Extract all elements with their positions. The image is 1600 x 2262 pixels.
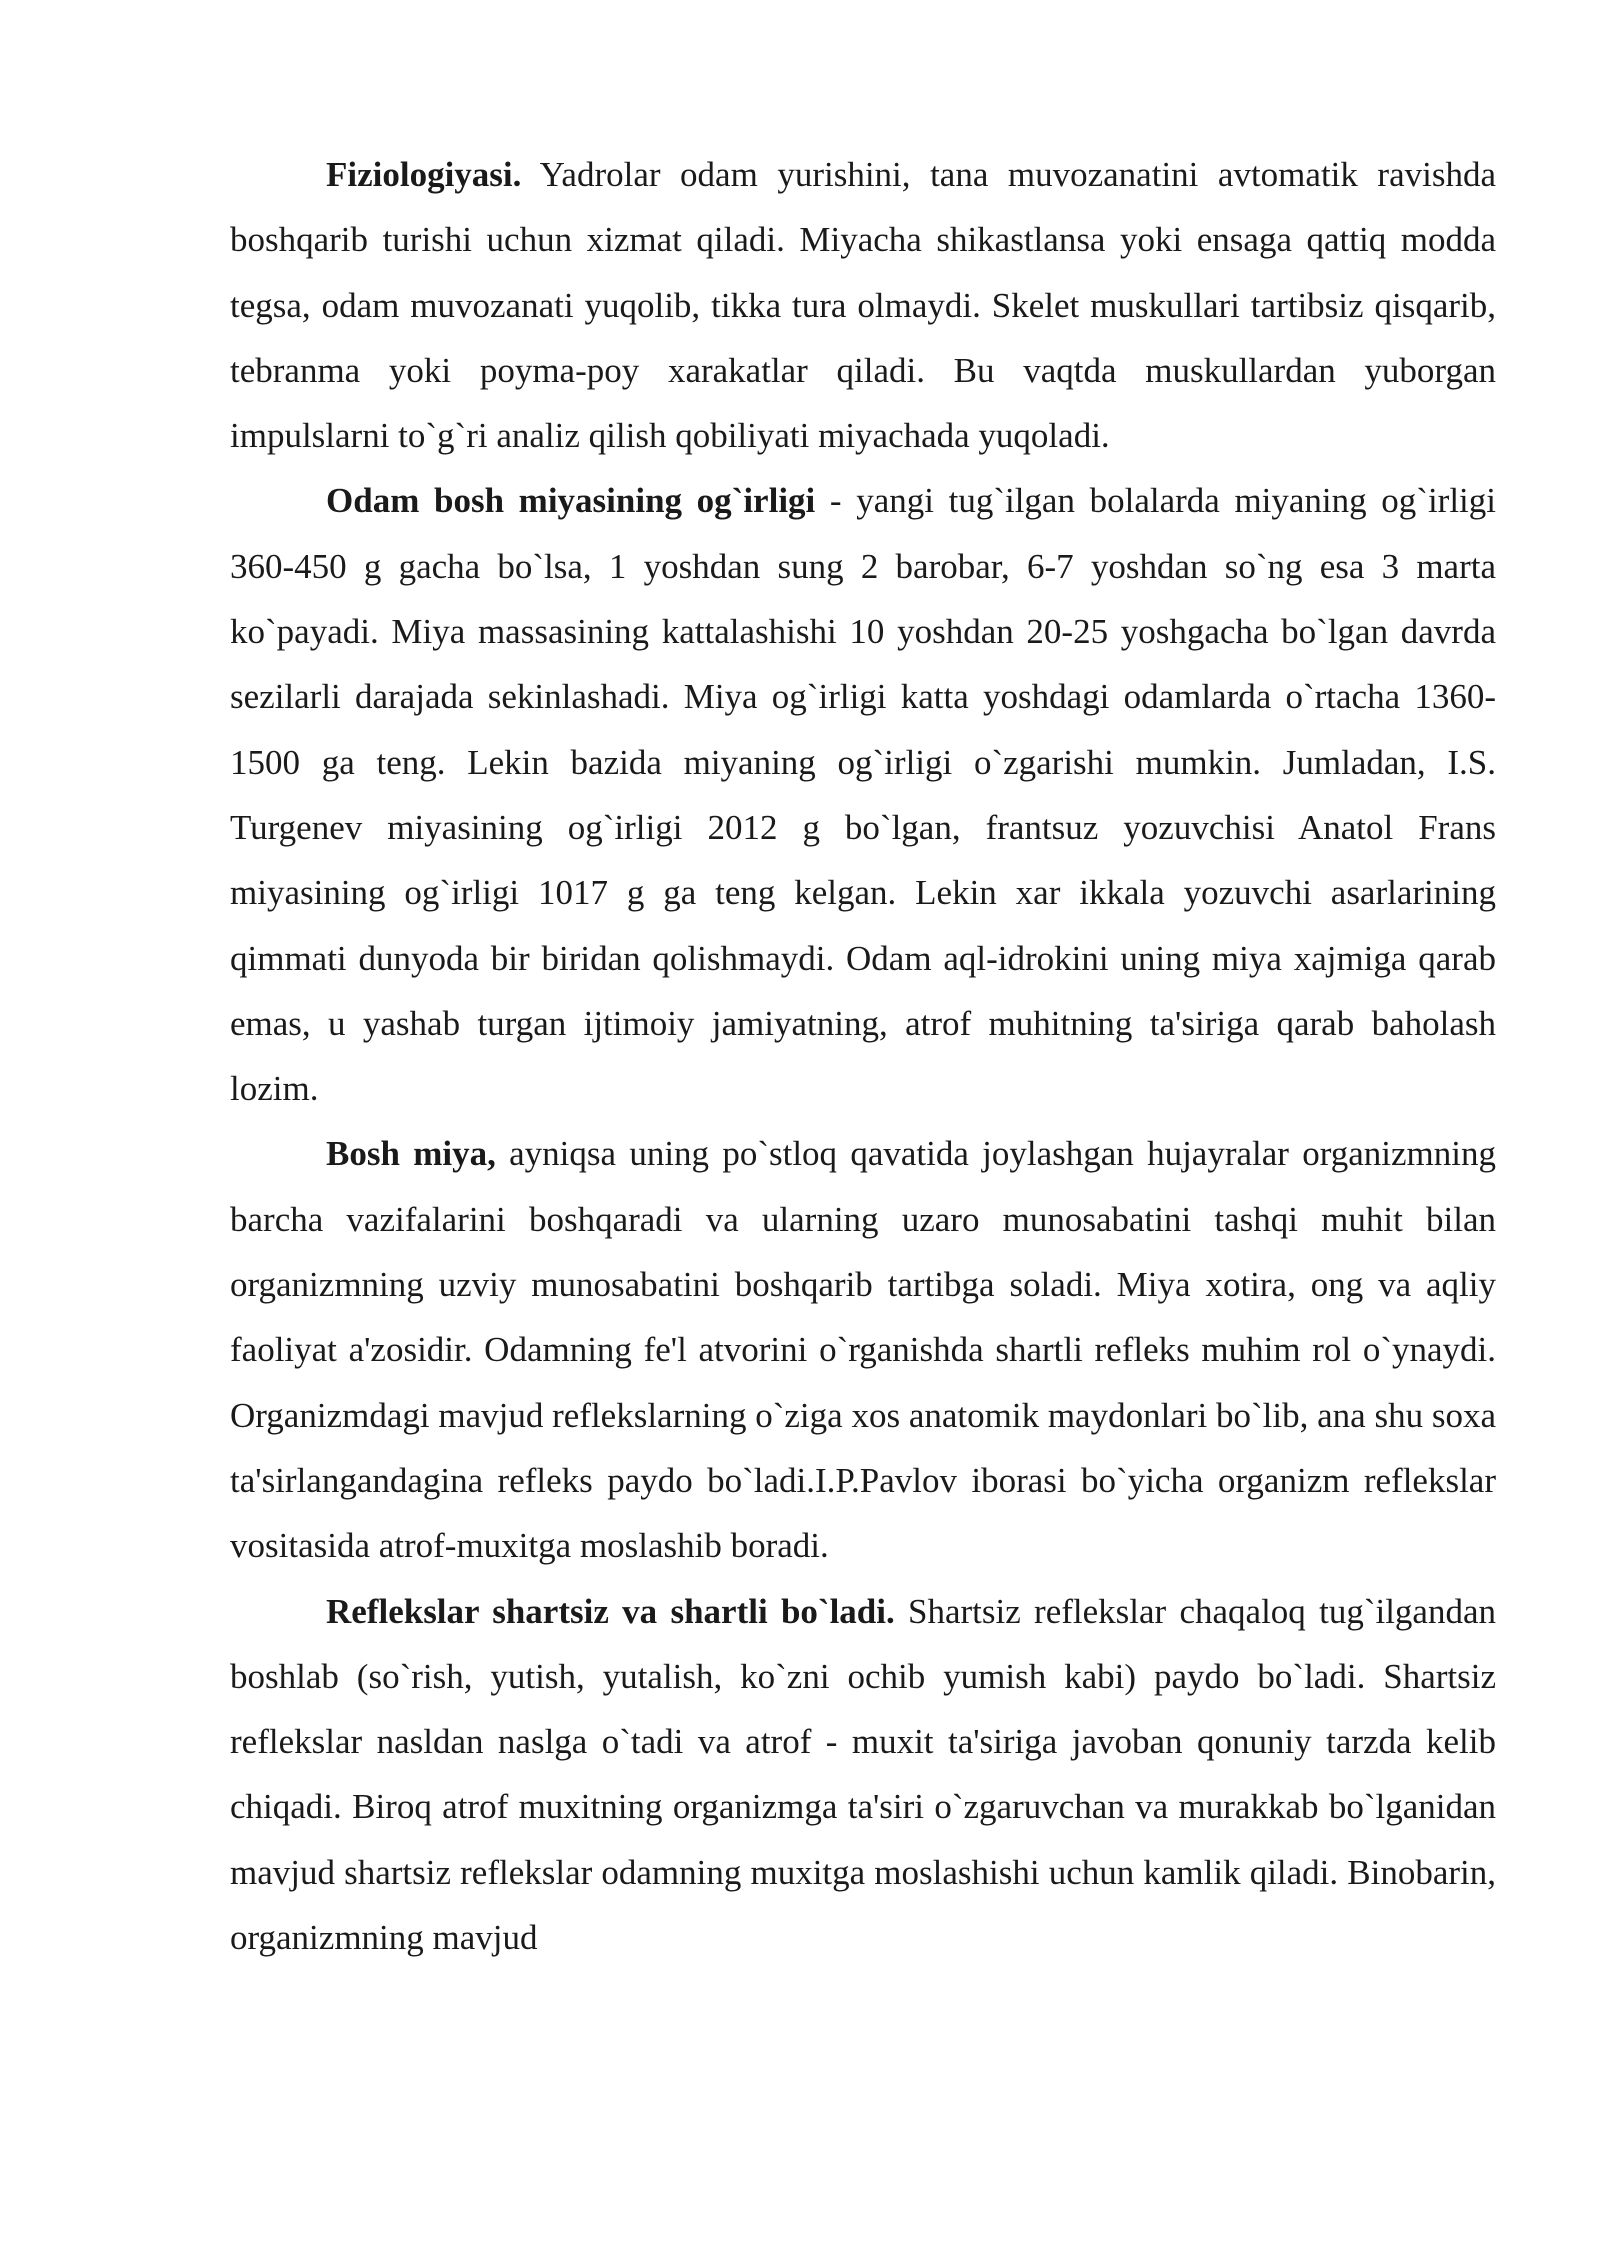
paragraph-heading: Bosh miya, (326, 1134, 496, 1174)
paragraph-heading: Odam bosh miyasining og`irligi (326, 481, 816, 521)
paragraph-miya-ogirligi (230, 468, 1496, 1121)
paragraph-heading: Reflekslar shartsiz va shartli bo`ladi. (326, 1591, 895, 1631)
paragraph-text: - yangi tug`ilgan bolalarda miyaning og`irligi 360-450 g gacha bo`lsa, 1 yoshdan sung 2 barobar, 6-7 yoshdan so`ng esa 3 marta ko`payadi. Miya massasining kattalashishi 10 yoshdan 20-25 yoshgacha bo`lgan davrda sezilarli darajada sekinlashadi. Miya og`irligi katta yoshdagi odamlarda o`rtacha 1360-1500 ga teng. Lekin bazida miyaning og`irligi o`zgarishi mumkin. Jumladan, I.S. Turgenev miyasining og`irligi 2012 g bo`lgan, frantsuz yozuvchisi Anatol Frans miyasining og`irligi 1017 g ga teng kelgan. Lekin xar ikkala yozuvchi asarlarining qimmati dunyoda bir biridan qolishmaydi. Odam aql-idrokini uning miya xajmiga qarab emas, u yashab turgan ijtimoiy jamiyatning, atrof muhitning ta'siriga qarab baholash lozim. (230, 481, 1496, 1109)
paragraph-text: ayniqsa uning po`stloq qavatida joylashgan hujayralar organizmning barcha vazifalarini boshqaradi va ularning uzaro munosabatini tashqi muhit bilan organizmning uzviy munosabatini boshqarib tartibga soladi. Miya xotira, ong va aqliy faoliyat a'zosidir. Odamning fe'l atvorini o`rganishda shartli refleks muhim rol o`ynaydi. Organizmdagi mavjud reflekslarning o`ziga xos anatomik maydonlari bo`lib, ana shu soxa ta'sirlangandagina refleks paydo bo`ladi.I.P.Pavlov iborasi bo`yicha organizm reflekslar vositasida atrof-muxitga moslashib boradi. (230, 1134, 1496, 1566)
paragraph-text: Yadrolar odam yurishini, tana muvozanatini avtomatik ravishda boshqarib turishi uchun xizmat qiladi. Miyacha shikastlansa yoki ensaga qattiq modda tegsa, odam muvozanati yuqolib, tikka tura olmaydi. Skelet muskullari tartibsiz qisqarib, tebranma yoki poyma-poy xarakatlar qiladi. Bu vaqtda muskullardan yuborgan impulslarni to`g`ri analiz qilish qobiliyati miyachada yuqoladi. (230, 155, 1496, 456)
paragraph-reflekslar (230, 1579, 1496, 1971)
paragraph-heading: Fiziologiyasi. (326, 155, 522, 194)
document-body (230, 142, 1496, 1970)
paragraph-bosh-miya (230, 1121, 1496, 1578)
paragraph-fiziologiyasi (230, 142, 1496, 468)
paragraph-text: Shartsiz reflekslar chaqaloq tug`ilgandan boshlab (so`rish, yutish, yutalish, ko`zni ochib yumish kabi) paydo bo`ladi. Shartsiz reflekslar nasldan naslga o`tadi va atrof - muxit ta'siriga javoban qonuniy tarzda kelib chiqadi. Biroq atrof muxitning organizmga ta'siri o`zgaruvchan va murakkab bo`lganidan mavjud shartsiz reflekslar odamning muxitga moslashishi uchun kamlik qiladi. Binobarin, organizmning mavjud (230, 1591, 1496, 1958)
